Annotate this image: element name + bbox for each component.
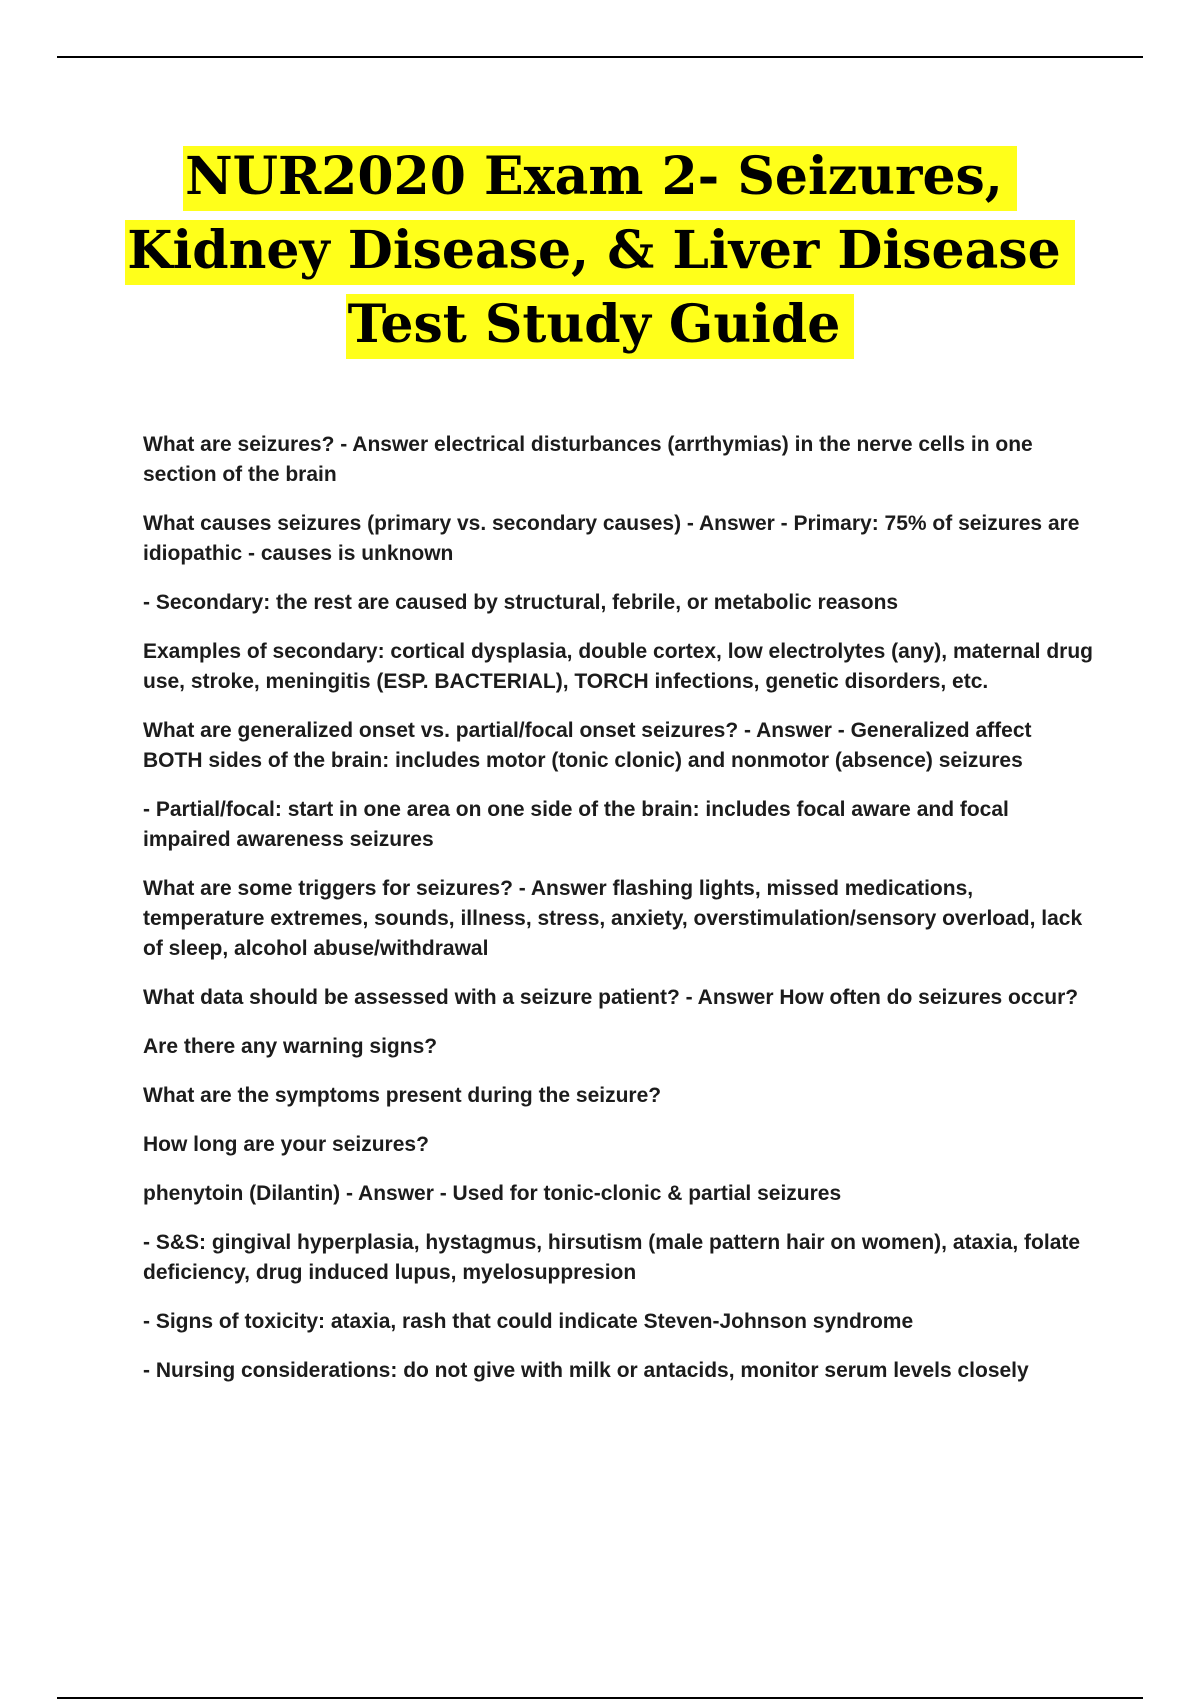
paragraph-assessment-data: What data should be assessed with a seizure patient? - Answer How often do seizures occur? <box>143 986 1079 1009</box>
title-line-2: Kidney Disease, & Liver Disease <box>0 214 1200 288</box>
paragraph-seizure-duration: How long are your seizures? <box>143 1133 429 1156</box>
paragraph-seizures-definition: What are seizures? - Answer electrical disturbances (arrthymias) in the nerve cells in one section of the brain <box>143 433 1033 486</box>
paragraph-phenytoin: phenytoin (Dilantin) - Answer - Used for tonic-clonic & partial seizures <box>143 1182 842 1205</box>
paragraph-partial-focal: - Partial/focal: start in one area on one side of the brain: includes focal aware and focal impaired awareness seizures <box>143 798 1009 851</box>
paragraph-triggers: What are some triggers for seizures? - Answer flashing lights, missed medications, temperature extremes, sounds, illness, stress, anxiety, overstimulation/sensory overload, lack of sleep, alcohol abuse/withdrawal <box>143 877 1083 960</box>
document-title <box>0 140 1200 362</box>
paragraph-symptoms: What are the symptoms present during the seizure? <box>143 1084 662 1107</box>
paragraph-toxicity-signs: - Signs of toxicity: ataxia, rash that could indicate Steven-Johnson syndrome <box>143 1310 914 1333</box>
title-line-3: Test Study Guide <box>0 288 1200 362</box>
paragraph-secondary-causes: - Secondary: the rest are caused by structural, febrile, or metabolic reasons <box>143 591 899 614</box>
paragraph-seizure-causes: What causes seizures (primary vs. secondary causes) - Answer - Primary: 75% of seizures are idiopathic - causes is unknown <box>143 512 1080 565</box>
top-divider <box>57 56 1143 58</box>
paragraph-warning-signs: Are there any warning signs? <box>143 1035 438 1058</box>
document-body <box>143 430 1093 1405</box>
paragraph-secondary-examples: Examples of secondary: cortical dysplasia, double cortex, low electrolytes (any), maternal drug use, stroke, meningitis (ESP. BACTERIAL), TORCH infections, genetic disorders, etc. <box>143 640 1093 693</box>
title-line-1: NUR2020 Exam 2- Seizures, <box>0 140 1200 214</box>
paragraph-nursing-considerations: - Nursing considerations: do not give with milk or antacids, monitor serum levels closely <box>143 1359 1029 1382</box>
paragraph-generalized-vs-focal: What are generalized onset vs. partial/focal onset seizures? - Answer - Generalized affect BOTH sides of the brain: includes motor (tonic clonic) and nonmotor (absence) seizures <box>143 719 1032 772</box>
paragraph-phenytoin-side-effects: - S&S: gingival hyperplasia, hystagmus, hirsutism (male pattern hair on women), ataxia, folate deficiency, drug induced lupus, myelosuppresion <box>143 1231 1081 1284</box>
bottom-divider <box>57 1697 1143 1699</box>
